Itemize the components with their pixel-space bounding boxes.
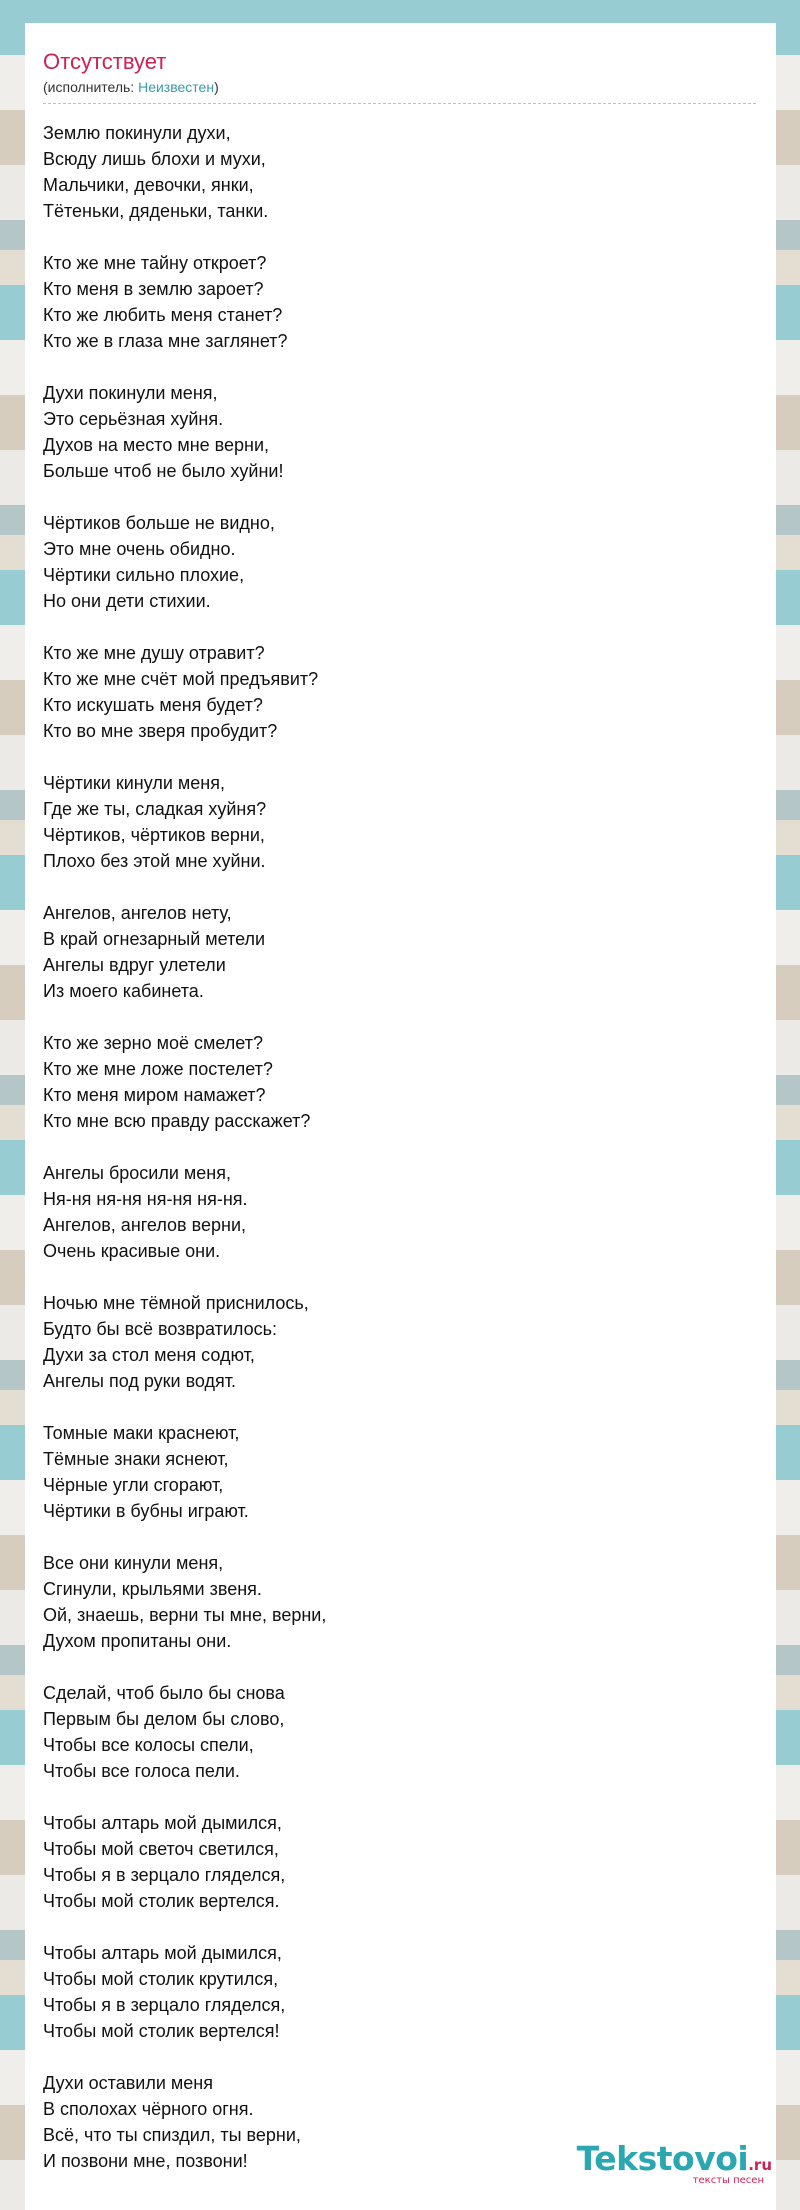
logo-tld: .ru bbox=[748, 2156, 772, 2174]
lyric-line: Из моего кабинета. bbox=[43, 981, 204, 1001]
stanza bbox=[43, 1940, 756, 2044]
stanza bbox=[43, 1160, 756, 1264]
stanza bbox=[43, 250, 756, 354]
lyric-line: Духи за стол меня содют, bbox=[43, 1345, 255, 1365]
lyric-line: Кто же мне счёт мой предъявит? bbox=[43, 669, 319, 689]
stanza bbox=[43, 120, 756, 224]
stanza bbox=[43, 770, 756, 874]
stanza bbox=[43, 380, 756, 484]
lyrics-body bbox=[43, 120, 756, 2174]
lyric-line: Ой, знаешь, верни ты мне, верни, bbox=[43, 1605, 327, 1625]
lyric-line: Очень красивые они. bbox=[43, 1241, 221, 1261]
lyric-line: Ангелы вдруг улетели bbox=[43, 955, 226, 975]
lyric-line: Сделай, чтоб было бы снова bbox=[43, 1683, 285, 1703]
lyric-line: Духом пропитаны они. bbox=[43, 1631, 232, 1651]
lyric-line: Духи покинули меня, bbox=[43, 383, 218, 403]
lyric-line: В сполохах чёрного огня. bbox=[43, 2099, 254, 2119]
lyric-line: Все они кинули меня, bbox=[43, 1553, 224, 1573]
lyric-line: Кто же зерно моё смелет? bbox=[43, 1033, 263, 1053]
lyric-line: Где же ты, сладкая хуйня? bbox=[43, 799, 267, 819]
stanza bbox=[43, 1810, 756, 1914]
lyric-line: Чёртики кинули меня, bbox=[43, 773, 225, 793]
lyric-line: Духов на место мне верни, bbox=[43, 435, 270, 455]
lyric-line: Ангелов, ангелов нету, bbox=[43, 903, 232, 923]
lyric-line: Кто искушать меня будет? bbox=[43, 695, 263, 715]
lyric-line: И позвони мне, позвони! bbox=[43, 2151, 248, 2171]
lyric-line: Кто же мне тайну откроет? bbox=[43, 253, 267, 273]
lyric-line: Кто мне всю правду расскажет? bbox=[43, 1111, 311, 1131]
site-logo[interactable] bbox=[576, 2139, 772, 2186]
lyric-line: Чтобы алтарь мой дымился, bbox=[43, 1813, 282, 1833]
lyric-line: Ангелы бросили меня, bbox=[43, 1163, 231, 1183]
stanza bbox=[43, 640, 756, 744]
lyric-line: Кто во мне зверя пробудит? bbox=[43, 721, 278, 741]
artist-link[interactable]: Неизвестен bbox=[138, 79, 215, 95]
lyric-line: Чтобы я в зерцало гляделся, bbox=[43, 1995, 286, 2015]
stanza bbox=[43, 1680, 756, 1784]
lyric-line: Духи оставили меня bbox=[43, 2073, 213, 2093]
lyric-line: Кто же любить меня станет? bbox=[43, 305, 283, 325]
artist-line bbox=[43, 77, 756, 104]
lyric-line: Кто меня миром намажет? bbox=[43, 1085, 266, 1105]
stanza bbox=[43, 510, 756, 614]
lyric-line: Кто же мне ложе постелет? bbox=[43, 1059, 273, 1079]
lyric-line: Первым бы делом бы слово, bbox=[43, 1709, 285, 1729]
stanza bbox=[43, 1030, 756, 1134]
lyric-line: Но они дети стихии. bbox=[43, 591, 211, 611]
song-title: Отсутствует bbox=[43, 49, 167, 74]
lyric-line: Всё, что ты спиздил, ты верни, bbox=[43, 2125, 301, 2145]
lyric-line: Чтобы мой столик вертелся! bbox=[43, 2021, 280, 2041]
lyric-line: Кто же мне душу отравит? bbox=[43, 643, 265, 663]
logo-wordmark: Tekstovoi bbox=[576, 2139, 749, 2178]
lyric-line: Плохо без этой мне хуйни. bbox=[43, 851, 266, 871]
lyric-line: Сгинули, крыльями звеня. bbox=[43, 1579, 262, 1599]
lyric-line: Тёмные знаки яснеют, bbox=[43, 1449, 229, 1469]
lyric-line: Кто же в глаза мне заглянет? bbox=[43, 331, 288, 351]
lyric-line: Ня-ня ня-ня ня-ня ня-ня. bbox=[43, 1189, 248, 1209]
stanza bbox=[43, 1420, 756, 1524]
lyric-line: Ангелов, ангелов верни, bbox=[43, 1215, 247, 1235]
lyric-line: Томные маки краснеют, bbox=[43, 1423, 240, 1443]
lyric-line: Кто меня в землю зароет? bbox=[43, 279, 264, 299]
lyric-line: В край огнезарный метели bbox=[43, 929, 266, 949]
lyric-line: Всюду лишь блохи и мухи, bbox=[43, 149, 266, 169]
lyric-line: Тётеньки, дяденьки, танки. bbox=[43, 201, 269, 221]
lyric-line: Чтобы я в зерцало гляделся, bbox=[43, 1865, 286, 1885]
lyric-line: Мальчики, девочки, янки, bbox=[43, 175, 254, 195]
lyric-line: Чтобы все голоса пели. bbox=[43, 1761, 240, 1781]
artist-prefix: (исполнитель: bbox=[43, 79, 139, 95]
lyric-line: Ночью мне тёмной приснилось, bbox=[43, 1293, 309, 1313]
stanza bbox=[43, 900, 756, 1004]
lyric-line: Чёртиков больше не видно, bbox=[43, 513, 275, 533]
lyric-line: Чёртиков, чёртиков верни, bbox=[43, 825, 265, 845]
lyric-line: Будто бы всё возвратилось: bbox=[43, 1319, 277, 1339]
lyric-line: Больше чтоб не было хуйни! bbox=[43, 461, 284, 481]
lyric-line: Чтобы алтарь мой дымился, bbox=[43, 1943, 282, 1963]
lyric-line: Чёртики сильно плохие, bbox=[43, 565, 245, 585]
logo-tagline: тексты песен bbox=[692, 2175, 764, 2186]
lyric-line: Чёртики в бубны играют. bbox=[43, 1501, 249, 1521]
lyric-line: Чтобы мой столик вертелся. bbox=[43, 1891, 280, 1911]
lyric-line: Чтобы все колосы спели, bbox=[43, 1735, 254, 1755]
lyric-line: Землю покинули духи, bbox=[43, 123, 231, 143]
lyric-line: Ангелы под руки водят. bbox=[43, 1371, 237, 1391]
lyric-line: Чтобы мой светоч светился, bbox=[43, 1839, 279, 1859]
stanza bbox=[43, 1550, 756, 1654]
lyrics-sheet bbox=[25, 23, 776, 2210]
lyric-line: Это серьёзная хуйня. bbox=[43, 409, 224, 429]
lyric-line: Чтобы мой столик крутился, bbox=[43, 1969, 279, 1989]
lyric-line: Это мне очень обидно. bbox=[43, 539, 236, 559]
artist-suffix: ) bbox=[214, 79, 219, 95]
stanza bbox=[43, 1290, 756, 1394]
lyric-line: Чёрные угли сгорают, bbox=[43, 1475, 224, 1495]
